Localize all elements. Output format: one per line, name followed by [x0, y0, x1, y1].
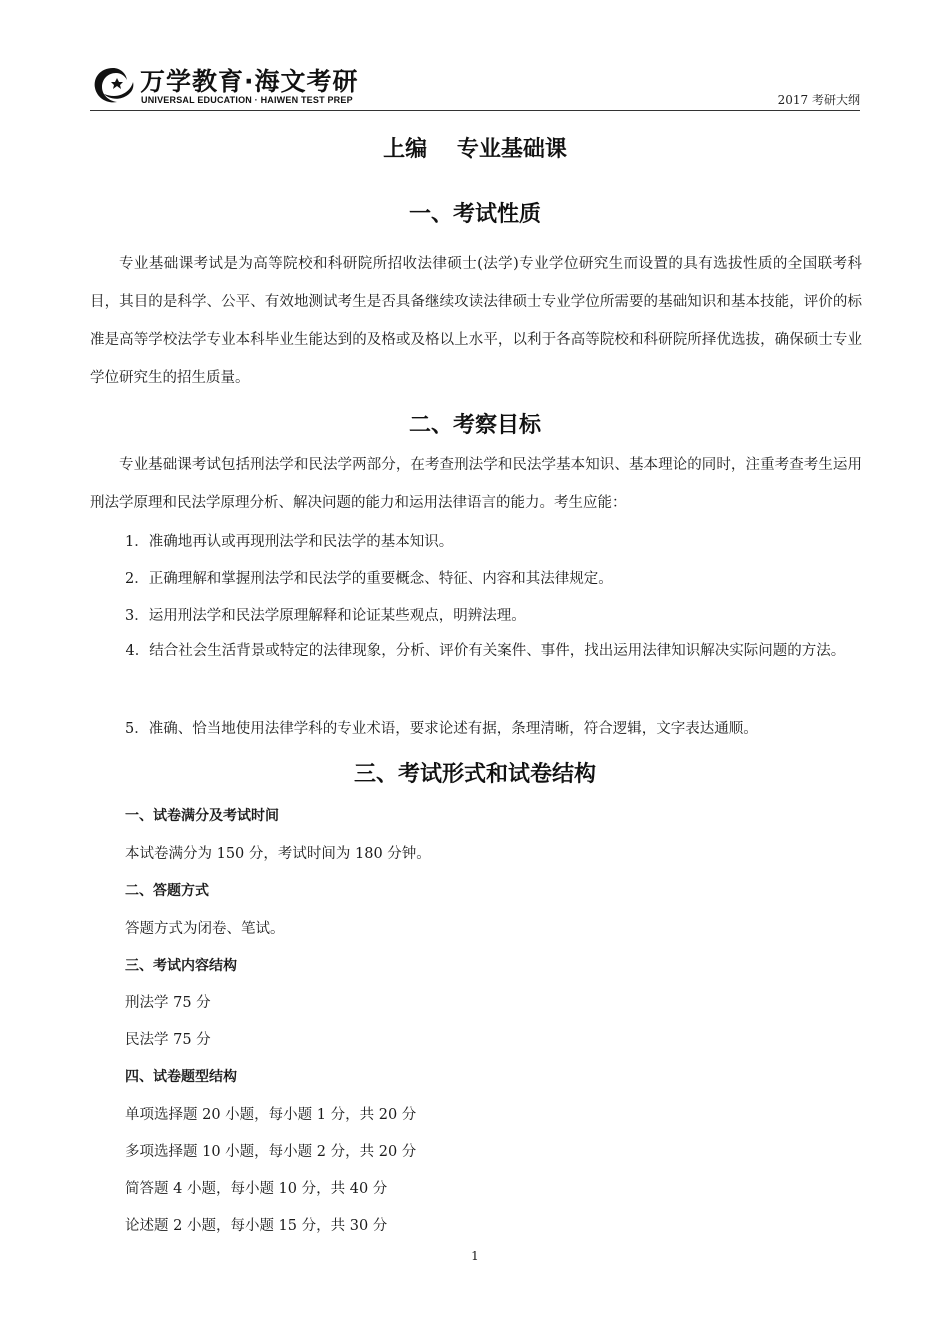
question-type-line: 论述题 2 小题，每小题 15 分，共 30 分	[125, 1218, 388, 1234]
exam-objectives-intro: 专业基础课考试包括刑法学和民法学两部分，在考查刑法学和民法学基本知识、基本理论的同时，注重考查考生运用刑法学原理和民法学原理分析、解决问题的能力和运用法律语言的能力。考生应能：	[90, 457, 862, 511]
exam-nature-paragraph: 专业基础课考试是为高等院校和科研院所招收法律硕士(法学)专业学位研究生而设置的具有选拔性质的全国联考科目，其目的是科学、公平、有效地测试考生是否具备继续攻读法律硕士专业学位所需要的基础知识和基本技能，评价的标准是高等学校法学专业本科毕业生能达到的及格或及格以上水平，以利于各高等院校和科研院所择优选拔，确保硕士专业学位研究生的招生质量。	[90, 256, 862, 386]
brand-logo	[90, 62, 380, 108]
answer-method-text: 答题方式为闭卷、笔试。	[125, 921, 285, 937]
logo-english-text: UNIVERSAL EDUCATION · HAIWEN TEST PREP	[141, 95, 353, 105]
score-time-text: 本试卷满分为 150 分，考试时间为 180 分钟。	[125, 846, 431, 862]
subheading-answer-method: 二、答题方式	[125, 883, 209, 899]
subheading-content-structure: 三、考试内容结构	[125, 958, 237, 974]
objective-item: 2．正确理解和掌握刑法学和民法学的重要概念、特征、内容和其法律规定。	[125, 571, 613, 587]
page-header	[90, 60, 860, 111]
question-type-line: 单项选择题 20 小题，每小题 1 分，共 20 分	[125, 1107, 417, 1123]
objective-item: 1．准确地再认或再现刑法学和民法学的基本知识。	[125, 534, 454, 550]
objective-item: 5．准确、恰当地使用法律学科的专业术语，要求论述有据，条理清晰，符合逻辑，文字表达通顺。	[125, 721, 758, 737]
content-structure-line: 刑法学 75 分	[125, 995, 211, 1011]
objective-item: 3．运用刑法学和民法学原理解释和论证某些观点，明辨法理。	[125, 608, 526, 624]
section-heading-exam-format: 三、考试形式和试卷结构	[353, 762, 596, 787]
section-heading-exam-nature: 一、考试性质	[408, 202, 541, 227]
question-type-line: 简答题 4 小题，每小题 10 分，共 40 分	[125, 1181, 388, 1197]
logo-chinese-text: 万学教育·海文考研	[140, 67, 359, 96]
question-type-line: 多项选择题 10 小题，每小题 2 分，共 20 分	[125, 1144, 417, 1160]
subheading-score-time: 一、试卷满分及考试时间	[125, 808, 279, 824]
objective-item: 4．结合社会生活背景或特定的法律现象，分析、评价有关案件、事件，找出运用法律知识解决实际问题的方法。	[125, 643, 846, 659]
page-number: 1	[471, 1249, 479, 1263]
section-heading-exam-objectives: 二、考察目标	[408, 413, 541, 438]
subheading-question-types: 四、试卷题型结构	[125, 1069, 237, 1085]
logo-swirl-icon	[90, 64, 136, 106]
header-doc-label: 2017 考研大纲	[777, 93, 860, 107]
page-title: 上编 专业基础课	[383, 137, 567, 162]
content-structure-line: 民法学 75 分	[125, 1032, 211, 1048]
